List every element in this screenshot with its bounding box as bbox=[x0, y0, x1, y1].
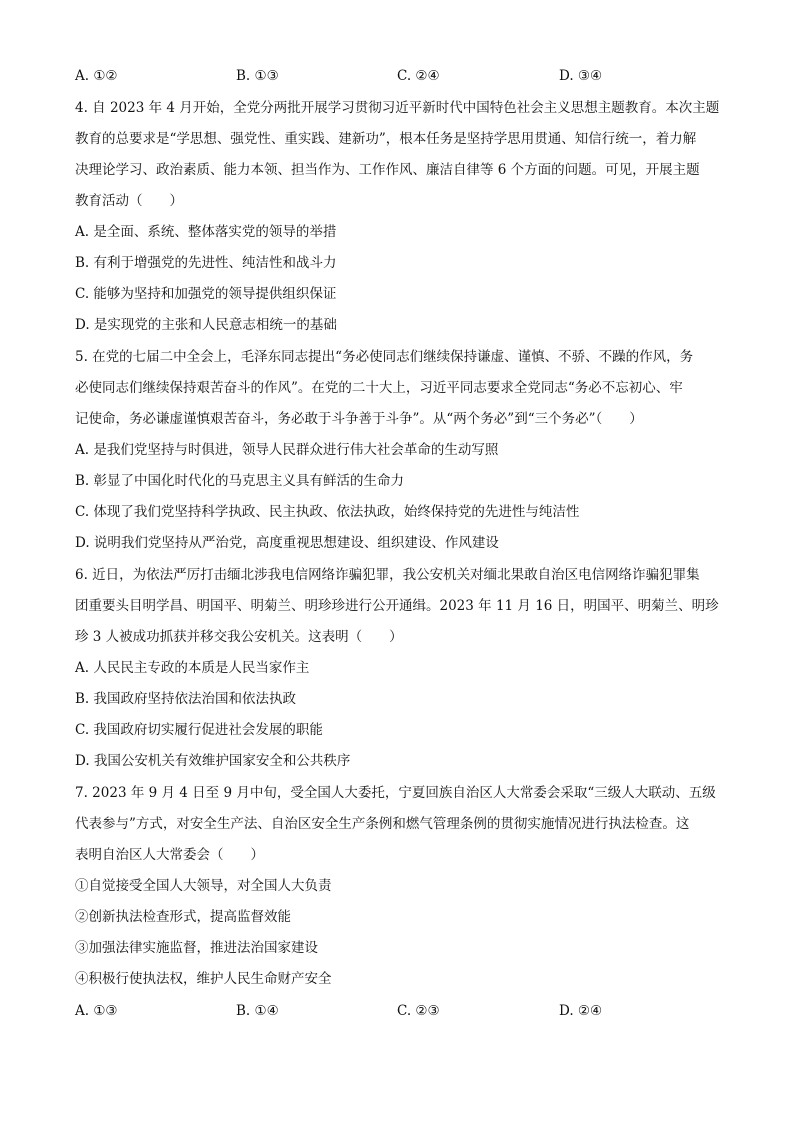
q6-stem-line: 珍 3 人被成功抓获并移交我公安机关。这表明（ ） bbox=[75, 629, 403, 645]
q7-stem-line: 表明自治区人大常委会（ ） bbox=[75, 847, 264, 863]
q6-option-b: B. 我国政府坚持依法治国和依法执政 bbox=[75, 691, 297, 707]
q5-stem-line: 记使命，务必谦虚谨慎艰苦奋斗，务必敢于斗争善于斗争”。从“两个务必”到“三个务必”（ ） bbox=[75, 411, 643, 427]
q3-options-row bbox=[75, 66, 725, 86]
q4-stem-line: 教育的总要求是“学思想、强党性、重实践、建新功”，根本任务是坚持学思用贯通、知信行统一，着力解 bbox=[75, 131, 697, 147]
q5-stem-line: 必使同志们继续保持艰苦奋斗的作风”。在党的二十大上，习近平同志要求全党同志“务必不忘初心、牢 bbox=[75, 380, 683, 396]
q4-option-d: D. 是实现党的主张和人民意志相统一的基础 bbox=[75, 317, 337, 333]
q7-option-a: A. ①③ bbox=[75, 1003, 118, 1019]
q4-stem-line: 教育活动（ ） bbox=[75, 193, 183, 209]
q4-option-a: A. 是全面、系统、整体落实党的领导的举措 bbox=[75, 224, 337, 240]
q7-item-2: ②创新执法检查形式，提高监督效能 bbox=[75, 909, 291, 925]
q3-option-b: B. ①③ bbox=[236, 68, 279, 84]
q5-option-b: B. 彰显了中国化时代化的马克思主义具有鲜活的生命力 bbox=[75, 473, 405, 489]
q7-item-4: ④积极行使执法权，维护人民生命财产安全 bbox=[75, 971, 332, 987]
q6-option-d: D. 我国公安机关有效维护国家安全和公共秩序 bbox=[75, 753, 351, 769]
q7-stem-line: 代表参与”方式，对安全生产法、自治区安全生产条例和燃气管理条例的贯彻实施情况进行执法检查。这 bbox=[75, 816, 690, 832]
q4-stem-line: 4. 自 2023 年 4 月开始，全党分两批开展学习贯彻习近平新时代中国特色社会主义思想主题教育。本次主题 bbox=[75, 100, 720, 116]
q4-option-b: B. 有利于增强党的先进性、纯洁性和战斗力 bbox=[75, 255, 337, 271]
q7-stem-line: 7. 2023 年 9 月 4 日至 9 月中旬，受全国人大委托，宁夏回族自治区人大常委会采取“三级人大联动、五级 bbox=[75, 785, 716, 801]
q6-stem-line: 6. 近日，为依法严厉打击缅北涉我电信网络诈骗犯罪，我公安机关对缅北果敢自治区电信网络诈骗犯罪集 bbox=[75, 567, 700, 583]
q7-option-b: B. ①④ bbox=[236, 1003, 279, 1019]
q4-stem-line: 决理论学习、政治素质、能力本领、担当作为、工作作风、廉洁自律等 6 个方面的问题。可见，开展主题 bbox=[75, 162, 700, 178]
q7-option-c: C. ②③ bbox=[397, 1003, 440, 1019]
q7-options-row bbox=[75, 1001, 725, 1021]
q7-option-d: D. ②④ bbox=[559, 1003, 603, 1019]
q6-stem-line: 团重要头目明学昌、明国平、明菊兰、明珍珍进行公开通缉。2023 年 11 月 16 日，明国平、明菊兰、明珍 bbox=[75, 598, 719, 614]
q5-option-d: D. 说明我们党坚持从严治党，高度重视思想建设、组织建设、作风建设 bbox=[75, 535, 499, 551]
q4-option-c: C. 能够为坚持和加强党的领导提供组织保证 bbox=[75, 286, 337, 302]
q7-item-1: ①自觉接受全国人大领导，对全国人大负责 bbox=[75, 878, 332, 894]
q3-option-a: A. ①② bbox=[75, 68, 118, 84]
q5-option-c: C. 体现了我们党坚持科学执政、民主执政、依法执政，始终保持党的先进性与纯洁性 bbox=[75, 504, 580, 520]
q7-item-3: ③加强法律实施监督，推进法治国家建设 bbox=[75, 940, 318, 956]
q3-option-d: D. ③④ bbox=[559, 68, 603, 84]
q6-option-c: C. 我国政府切实履行促进社会发展的职能 bbox=[75, 722, 323, 738]
q6-option-a: A. 人民民主专政的本质是人民当家作主 bbox=[75, 660, 310, 676]
q5-stem-line: 5. 在党的七届二中全会上，毛泽东同志提出“务必使同志们继续保持谦虚、谨慎、不骄、不躁的作风，务 bbox=[75, 349, 694, 365]
q5-option-a: A. 是我们党坚持与时俱进，领导人民群众进行伟大社会革命的生动写照 bbox=[75, 442, 499, 458]
q3-option-c: C. ②④ bbox=[397, 68, 440, 84]
